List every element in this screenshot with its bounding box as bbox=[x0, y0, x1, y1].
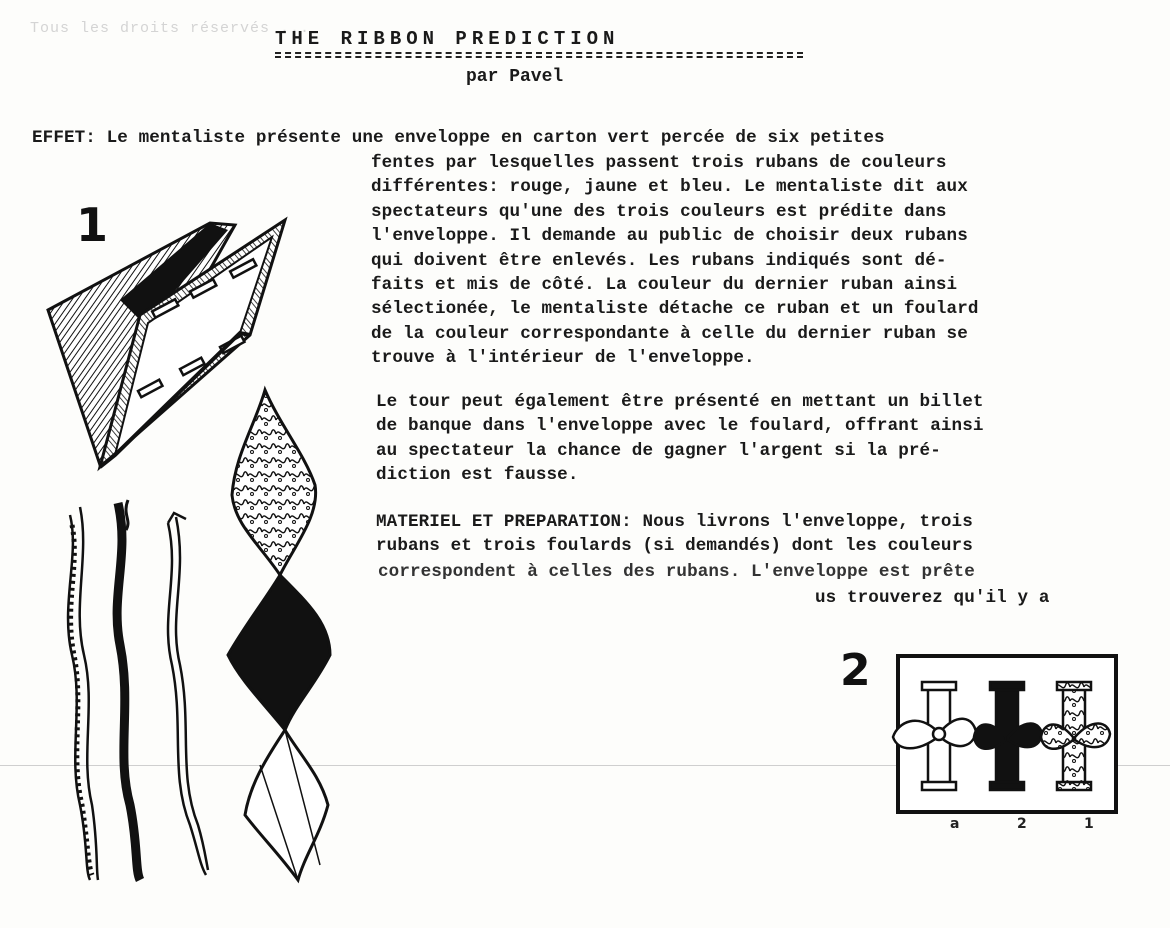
document-title: THE RIBBON PREDICTION bbox=[275, 28, 620, 50]
figure-2-label-2: 2 bbox=[1017, 816, 1027, 832]
cut-off-line: correspondent à celles des rubans. L'enveloppe est prête bbox=[378, 562, 975, 579]
figure-2-number: 2 bbox=[840, 645, 871, 696]
materiel-paragraph: MATERIEL ET PREPARATION: Nous livrons l'enveloppe, trois rubans et trois foulards (si demandés) dont les couleurs bbox=[376, 512, 973, 557]
ribbons-illustration bbox=[50, 495, 210, 885]
foulard-illustration bbox=[220, 385, 350, 885]
figure-2-label-1: 1 bbox=[1084, 816, 1094, 832]
document-subtitle: par Pavel bbox=[466, 67, 564, 87]
figure-2-box bbox=[888, 652, 1123, 814]
title-underline bbox=[275, 52, 803, 58]
bleed-through-text: Tous les droits réservés ... bbox=[30, 20, 311, 37]
figure-2-label-a: a bbox=[950, 816, 960, 832]
effet-paragraph: fentes par lesquelles passent trois rubans de couleurs différentes: rouge, jaune et bleu. Le mentaliste dit aux spectateurs qu'une des trois couleurs est prédite dans l'enveloppe. Il demande au public de choisir deux rubans qui doivent être enlevés. Les rubans indiqués sont dé- faits et mis de côté. La couleur du dernier ruban ainsi sélectionée, le mentaliste détache ce ruban et un foulard de la couleur correspondante à celle du dernier ruban se trouve à l'intérieur de l'enveloppe. bbox=[371, 153, 979, 369]
figure-1-number: 1 bbox=[76, 198, 109, 252]
effet-first-line: EFFET: Le mentaliste présente une enveloppe en carton vert percée de six petites bbox=[32, 128, 885, 148]
partial-line: us trouverez qu'il y a bbox=[815, 588, 1050, 608]
billet-paragraph: Le tour peut également être présenté en mettant un billet de banque dans l'enveloppe avec le foulard, offrant ainsi au spectateur la chance de gagner l'argent si la pré- diction est fausse. bbox=[376, 392, 984, 486]
